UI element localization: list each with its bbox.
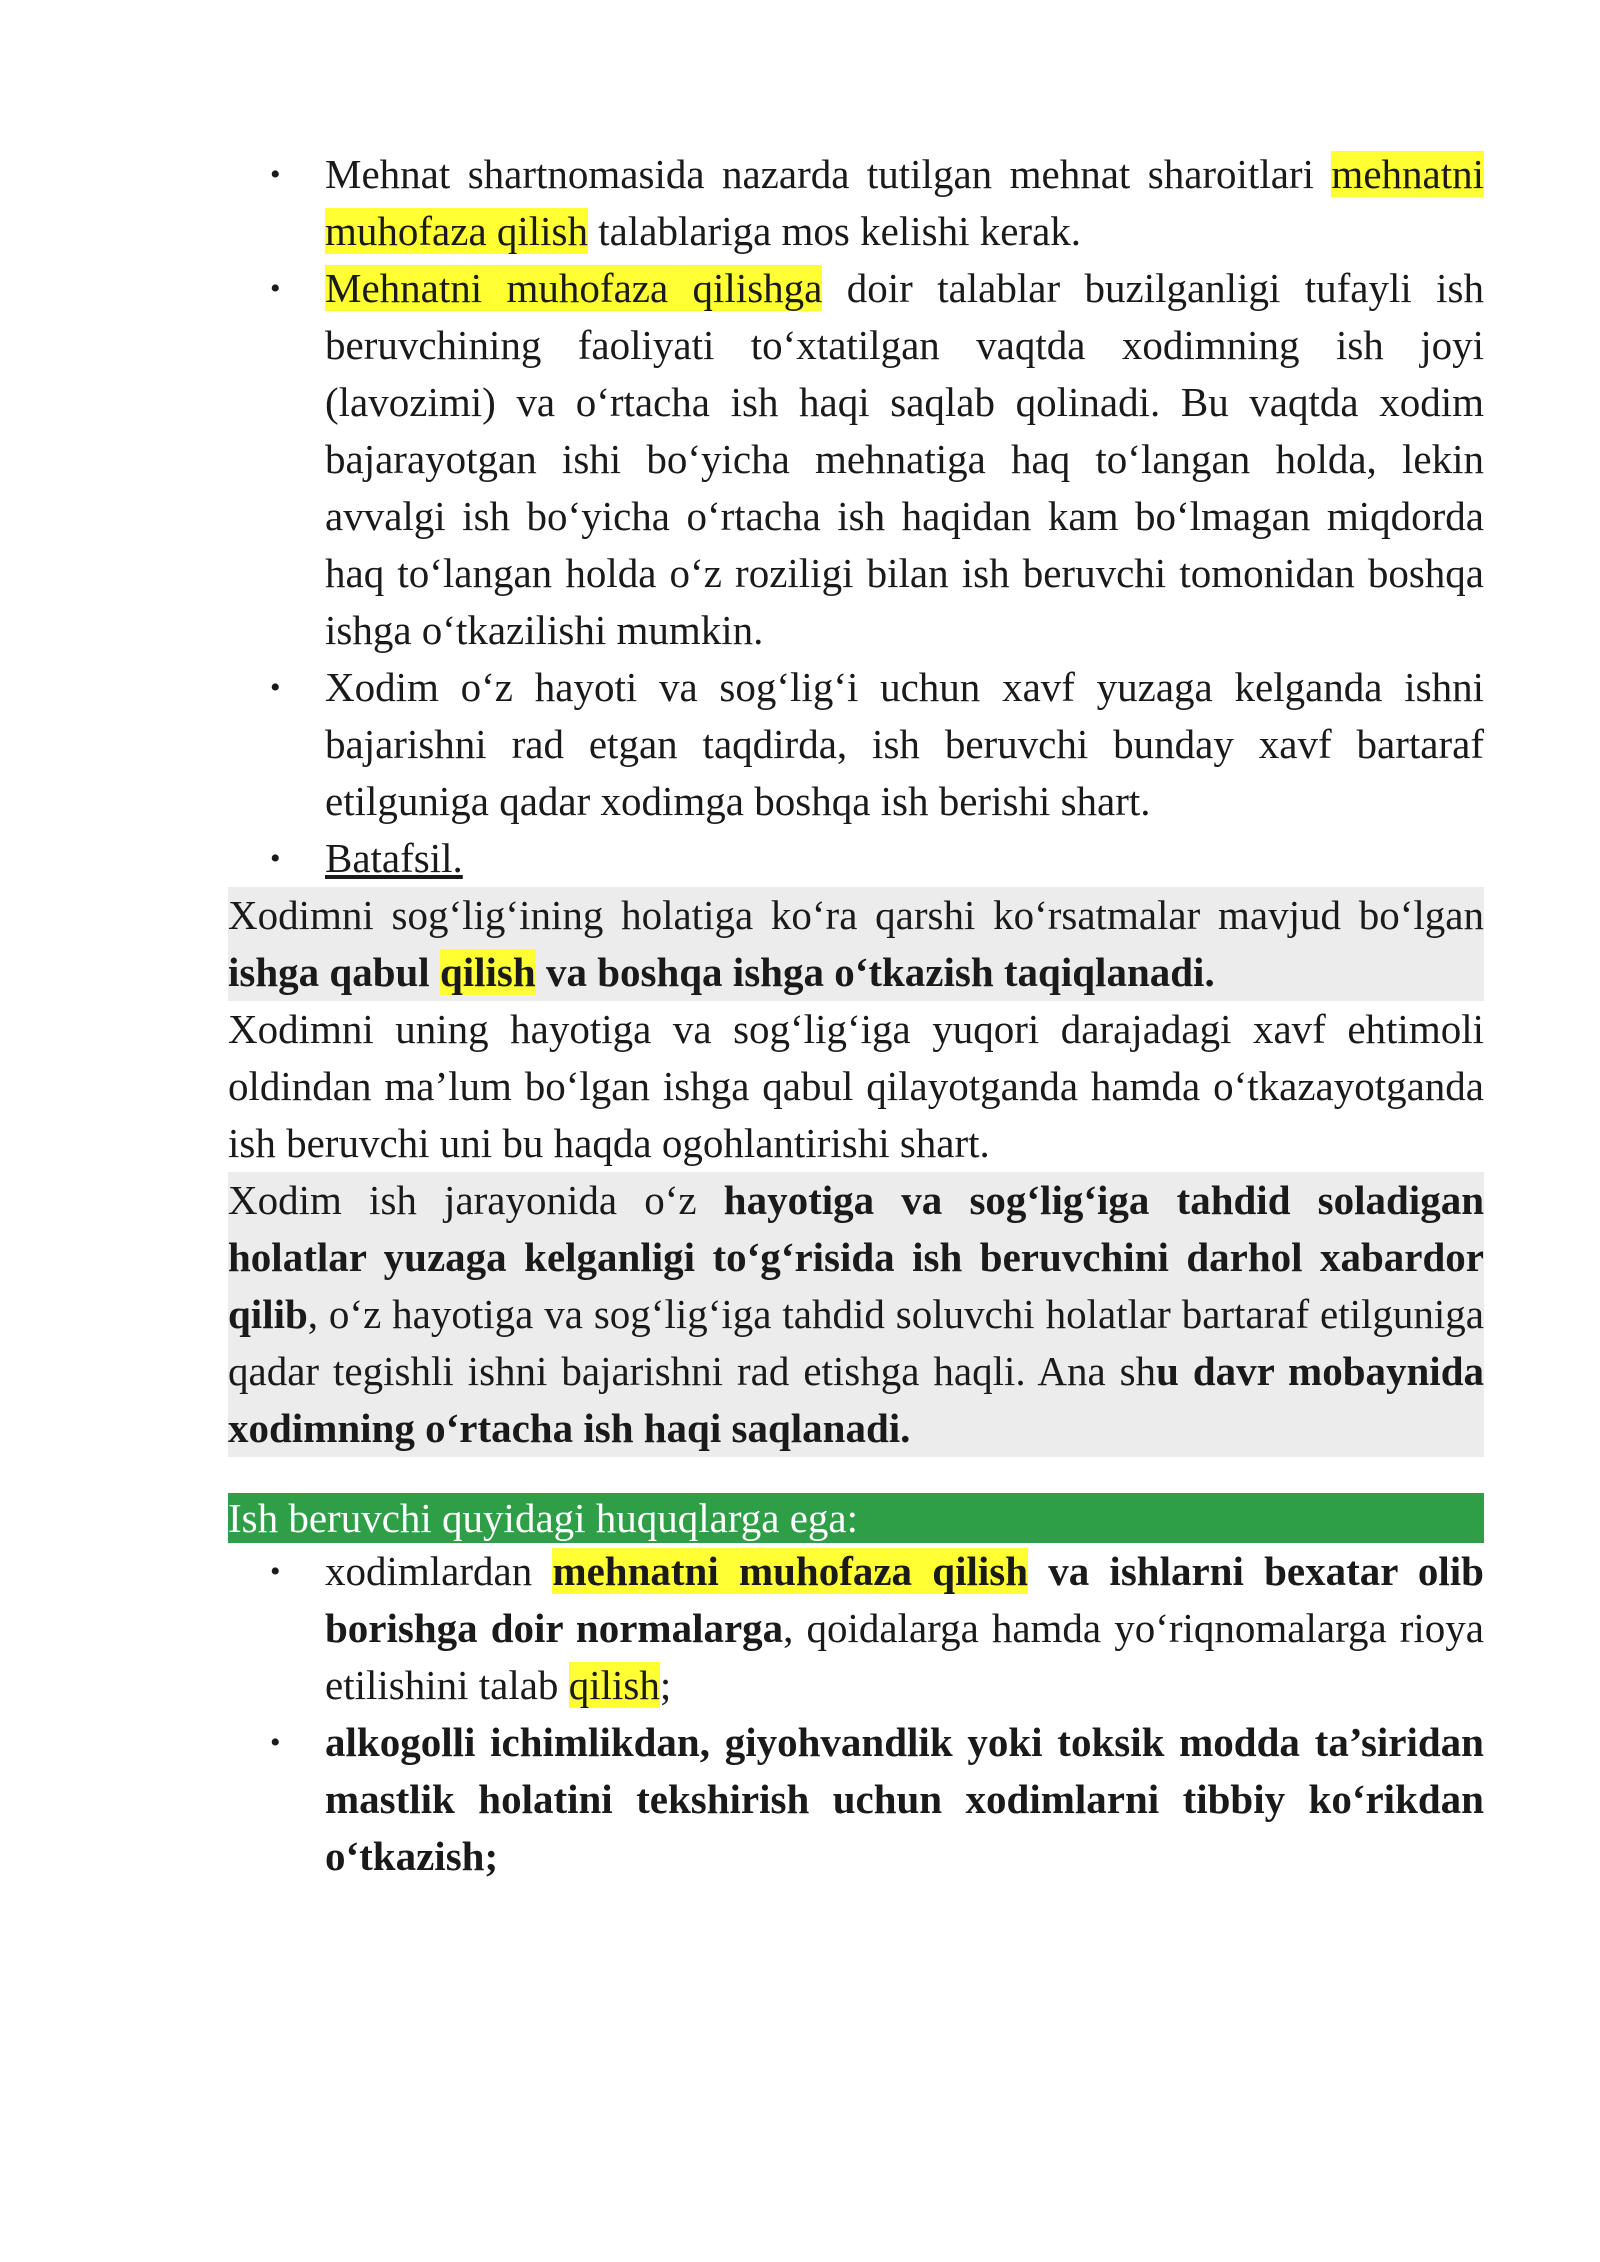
- bold-text: hayotiga va sog‘lig‘iga tahdid soladigan holatlar yuzaga kelganligi to‘g‘risida ish beruvchini darhol xabardor qilib: [228, 1177, 1485, 1337]
- text-run: doir talablar buzilganligi tufayli ish beruvchining faoliyati to‘xtatilgan vaqtda xodimning ish joyi (lavozimi) va o‘rtacha ish haqi saqlab qolinadi. Bu vaqtda xodim bajarayotgan ishi bo‘yicha mehnatiga haq to‘langan holda, lekin avvalgi ish bo‘yicha o‘rtacha ish haqidan kam bo‘lmagan miqdorda haq to‘langan holda o‘z roziligi bilan ish beruvchi tomonidan boshqa ishga o‘tkazilishi mumkin.: [325, 265, 1484, 653]
- bold-text: va boshqa ishga o‘tkazish taqiqlanadi.: [535, 949, 1215, 995]
- bold-text: alkogolli ichimlikdan, giyohvandlik yoki toksik modda ta’siridan mastlik holatini tekshirish uchun xodimlarni tibbiy ko‘rikdan o‘tkazish;: [325, 1719, 1484, 1879]
- bullet-list-1: [228, 146, 1484, 887]
- bold-text: va ishlarni bexatar olib borishga doir normalarga: [325, 1548, 1484, 1651]
- highlighted-text: mehnatni muhofaza qilish: [552, 1548, 1029, 1594]
- list-item: [325, 146, 1484, 260]
- bold-text: u davr mobaynida xodimning o‘rtacha ish haqi saqlanadi.: [228, 1348, 1484, 1451]
- page-content: [228, 146, 1484, 1885]
- highlighted-text: qilish: [568, 1662, 660, 1708]
- list-item: [325, 1714, 1484, 1885]
- highlighted-text: qilish: [439, 949, 536, 995]
- paragraph-risk-warning: [228, 1001, 1484, 1172]
- bullet-list-2: [228, 1543, 1484, 1885]
- text-run: , qoidalarga hamda yo‘riqnomalarga rioya etilishini talab: [325, 1605, 1484, 1708]
- batafsil-link[interactable]: Batafsil.: [325, 835, 463, 881]
- text-run: ;: [659, 1662, 672, 1708]
- text-run: Xodimni uning hayotiga va sog‘lig‘iga yuqori darajadagi xavf ehtimoli oldindan ma’lum bo‘lgan ishga qabul qilayotganda hamda o‘tkazayotganda ish beruvchi uni bu haqda ogohlantirishi shart.: [228, 1006, 1484, 1166]
- list-item: [325, 260, 1484, 659]
- bold-text: ishga qabul: [228, 949, 440, 995]
- paragraph-medical-restriction: [228, 887, 1484, 1001]
- text-run: xodimlardan: [325, 1548, 553, 1594]
- paragraph-right-to-refuse: [228, 1172, 1484, 1457]
- text-run: Mehnat shartnomasida nazarda tutilgan mehnat sharoitlari: [325, 151, 1332, 197]
- text-run: Xodimni sog‘lig‘ining holatiga ko‘ra qarshi ko‘rsatmalar mavjud bo‘lgan: [228, 892, 1484, 938]
- section-heading: Ish beruvchi quyidagi huquqlarga ega:: [228, 1493, 1484, 1543]
- text-run: Xodim o‘z hayoti va sog‘lig‘i uchun xavf yuzaga kelganda ishni bajarishni rad etgan taqdirda, ish beruvchi bunday xavf bartaraf etilguniga qadar xodimga boshqa ish berishi shart.: [325, 664, 1484, 824]
- list-item: [325, 830, 1484, 887]
- highlighted-text: mehnatni muhofaza qilish: [325, 151, 1484, 254]
- list-item: [325, 659, 1484, 830]
- highlighted-text: Mehnatni muhofaza qilishga: [325, 265, 823, 311]
- text-run: , o‘z hayotiga va sog‘lig‘iga tahdid soluvchi holatlar bartaraf etilguniga qadar tegishli ishni bajarishni rad etishga haqli. Ana sh: [228, 1291, 1484, 1394]
- text-run: talablariga mos kelishi kerak.: [588, 208, 1082, 254]
- list-item: [325, 1543, 1484, 1714]
- text-run: Xodim ish jarayonida o‘z: [228, 1177, 724, 1223]
